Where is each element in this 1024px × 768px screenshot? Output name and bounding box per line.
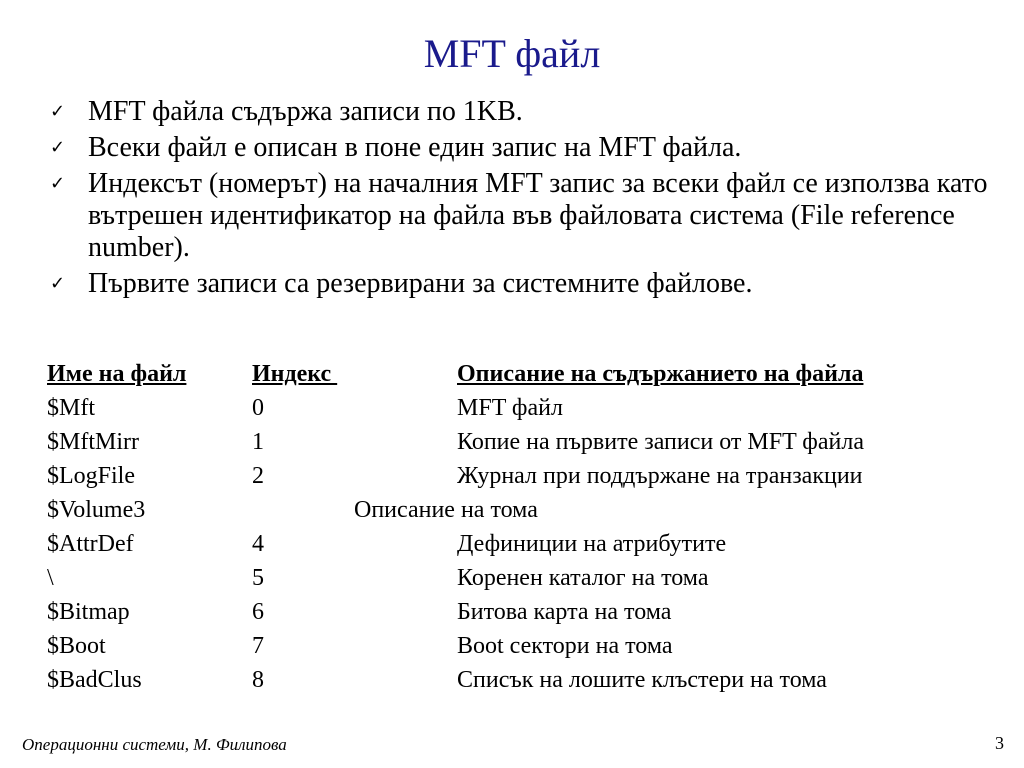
table-row xyxy=(47,460,1007,494)
cell-description: Коренен каталог на тома xyxy=(457,565,709,591)
page-title: MFT файл xyxy=(423,31,601,76)
check-icon: ✓ xyxy=(50,273,66,294)
cell-description: Списък на лошите клъстери на тома xyxy=(457,667,827,693)
bullet-item xyxy=(50,96,990,128)
table-row xyxy=(47,664,1007,698)
cell-file-name: $BadClus xyxy=(47,667,142,693)
table-row xyxy=(47,630,1007,664)
cell-file-name: \ xyxy=(47,565,54,591)
cell-description: Описание на тома xyxy=(354,497,538,523)
bullet-item xyxy=(50,268,990,300)
cell-index: 8 xyxy=(252,667,264,693)
bullet-text: Първите записи са резервирани за системните файлове. xyxy=(88,268,753,299)
bullet-text: Всеки файл е описан в поне един запис на MFT файла. xyxy=(88,132,742,163)
table-row xyxy=(47,494,1007,528)
file-table xyxy=(47,358,1007,698)
table-header-row xyxy=(47,358,1007,392)
bullet-text: Индексът (номерът) на началния MFT запис за всеки файл се използва като вътрешен идентификатор на файла във файловата система (File reference number). xyxy=(88,168,988,263)
cell-description: MFT файл xyxy=(457,395,563,421)
bullet-list xyxy=(50,96,990,304)
cell-description: Дефиниции на атрибутите xyxy=(457,531,727,557)
check-icon: ✓ xyxy=(50,137,66,158)
cell-index: 6 xyxy=(252,599,264,625)
cell-file-name: $MftMirr xyxy=(47,429,139,455)
cell-index: 5 xyxy=(252,565,264,591)
bullet-text: MFT файла съдържа записи по 1KB. xyxy=(88,96,523,127)
cell-file-name: $AttrDef xyxy=(47,531,134,557)
footer-course: Операционни системи, М. Филипова xyxy=(22,735,287,754)
cell-file-name: $Volume3 xyxy=(47,497,146,523)
cell-index: 2 xyxy=(252,463,264,489)
table-row xyxy=(47,426,1007,460)
header-file-name: Име на файл xyxy=(47,361,187,387)
cell-description: Копие на първите записи от MFT файла xyxy=(457,429,864,455)
cell-file-name: $LogFile xyxy=(47,463,135,489)
cell-index: 4 xyxy=(252,531,264,557)
header-description: Описание на съдържанието на файла xyxy=(457,361,864,387)
cell-description: Битова карта на тома xyxy=(457,599,672,625)
check-icon: ✓ xyxy=(50,101,66,122)
cell-index: 1 xyxy=(252,429,264,455)
bullet-item xyxy=(50,132,990,164)
table-row xyxy=(47,596,1007,630)
table-row xyxy=(47,528,1007,562)
cell-file-name: $Boot xyxy=(47,633,106,659)
table-row xyxy=(47,392,1007,426)
cell-index: 7 xyxy=(252,633,264,659)
cell-index: 0 xyxy=(252,395,264,421)
header-index: Индекс xyxy=(252,361,338,387)
table-row xyxy=(47,562,1007,596)
cell-description: Журнал при поддържане на транзакции xyxy=(457,463,863,489)
bullet-item xyxy=(50,168,990,264)
page-number: 3 xyxy=(995,733,1004,753)
cell-file-name: $Mft xyxy=(47,395,95,421)
check-icon: ✓ xyxy=(50,173,66,194)
cell-file-name: $Bitmap xyxy=(47,599,130,625)
cell-description: Boot сектори на тома xyxy=(457,633,673,659)
